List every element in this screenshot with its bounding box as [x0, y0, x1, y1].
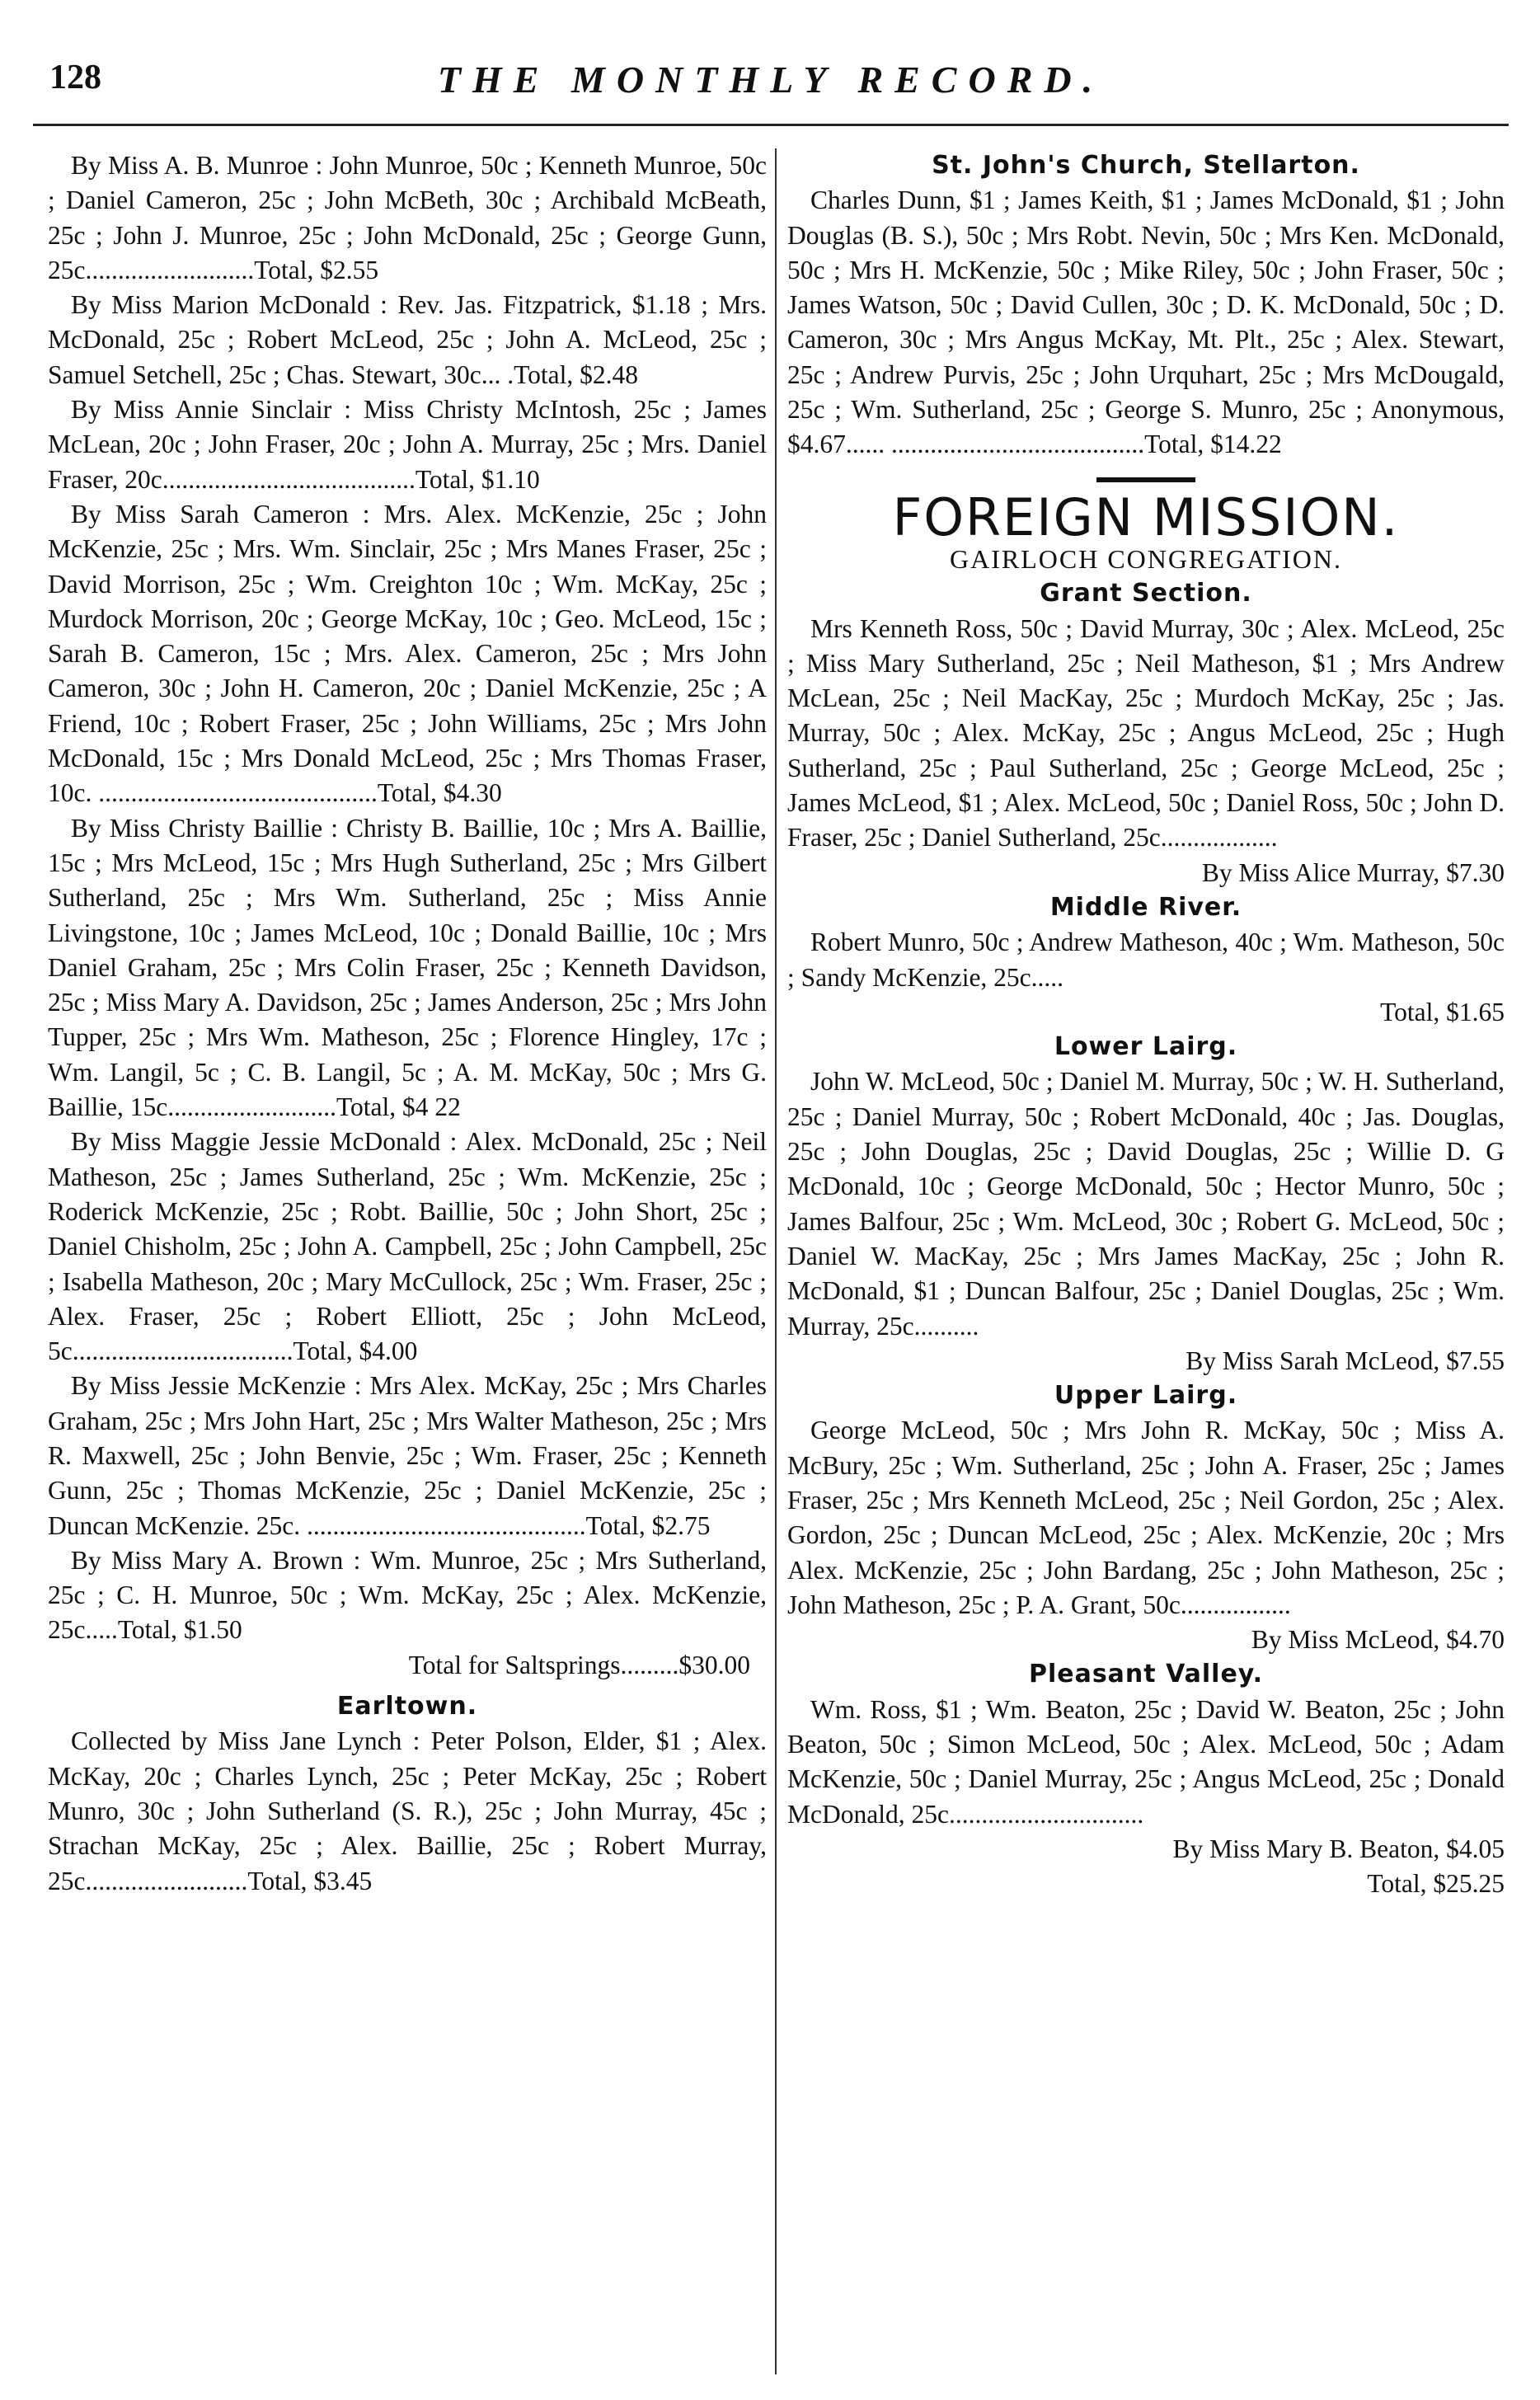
list-paragraph: By Miss A. B. Munroe : John Munroe, 50c ; Kenneth Munroe, 50c ; Daniel Cameron, 25c ; John McBeth, 30c ; Archibald McBeath, 25c ; John J. Munroe, 25c ; John McDonald, 25c ; George Gunn, 25c..........................Total, $2.55 — [48, 151, 767, 284]
lower-heading: Lower Lairg. — [1054, 1032, 1238, 1062]
pleasant-by: By Miss Mary B. Beaton, $4.05 — [1172, 1834, 1505, 1863]
list-paragraph: By Miss Annie Sinclair : Miss Christy McIntosh, 25c ; James McLean, 20c ; John Fraser, 20c ; John A. Murray, 25c ; Mrs. Daniel Fraser, 20c.......................................Total, $1.10 — [48, 395, 767, 494]
upper-text: George McLeod, 50c ; Mrs John R. McKay, 50c ; Miss A. McBury, 25c ; Wm. Sutherland, 25c ; John A. Fraser, 25c ; James Fraser, 25c ; Mrs Kenneth McLeod, 25c ; Neil Gordon, 25c ; Alex. Gordon, 25c ; Duncan McLeod, 25c ; Alex. McKenzie, 20c ; Mrs Alex. McKenzie, 25c ; John Bardang, 25c ; John Matheson, 25c ; John Matheson, 25c ; P. A. Grant, 50c................. — [787, 1416, 1505, 1619]
page-number: 128 — [49, 59, 101, 96]
lower-total: By Miss Sarah McLeod, $7.55 — [1186, 1346, 1505, 1375]
list-paragraph: By Miss Christy Baillie : Christy B. Baillie, 10c ; Mrs A. Baillie, 15c ; Mrs McLeod, 15c ; Mrs Hugh Sutherland, 25c ; Mrs Gilbert Sutherland, 25c ; Mrs Wm. Sutherland, 25c ; Miss Annie Livingstone, 10c ; James McLeod, 10c ; Donald Baillie, 10c ; Mrs Daniel Graham, 25c ; Mrs Colin Fraser, 25c ; Kenneth Davidson, 25c ; Miss Mary A. Davidson, 25c ; James Anderson, 25c ; Mrs John Tupper, 25c ; Mrs Wm. Matheson, 25c ; Florence Hingley, 17c ; Wm. Langil, 5c ; C. B. Langil, 5c ; A. M. McKay, 50c ; Mrs G. Baillie, 15c..........................Total, $4 22 — [48, 813, 767, 1122]
foreign-mission-title: FOREIGN MISSION. — [892, 486, 1400, 547]
column-divider — [775, 148, 777, 2374]
earltown-heading: Earltown. — [336, 1692, 478, 1721]
pleasant-heading: Pleasant Valley. — [1028, 1660, 1264, 1689]
list-paragraph: By Miss Maggie Jessie McDonald : Alex. McDonald, 25c ; Neil Matheson, 25c ; James Sutherland, 25c ; Wm. McKenzie, 25c ; Roderick McKenzie, 25c ; Robt. Baillie, 50c ; John Short, 25c ; Daniel Chisholm, 25c ; John A. Campbell, 25c ; John Campbell, 25c ; Isabella Matheson, 20c ; Mary McCullock, 25c ; Wm. Fraser, 25c ; Alex. Fraser, 25c ; Robert Elliott, 25c ; John McLeod, 5c..................................Total, $4.00 — [48, 1127, 767, 1366]
section-rule — [1096, 477, 1195, 482]
list-paragraph: By Miss Marion McDonald : Rev. Jas. Fitzpatrick, $1.18 ; Mrs. McDonald, 25c ; Robert McLeod, 25c ; John A. McLeod, 25c ; Samuel Setchell, 25c ; Chas. Stewart, 30c... .Total, $2.48 — [48, 290, 767, 389]
earltown-text: Collected by Miss Jane Lynch : Peter Polson, Elder, $1 ; Alex. McKay, 20c ; Charles Lynch, 25c ; Peter McKay, 25c ; Robert Munro, 30c ; John Sutherland (S. R.), 25c ; John Murray, 45c ; Strachan McKay, 25c ; Alex. Baillie, 25c ; Robert Murray, 25c.........................Total, $3.45 — [48, 1726, 767, 1895]
stjohns-heading: St. John's Church, Stellarton. — [932, 151, 1360, 180]
pleasant-text: Wm. Ross, $1 ; Wm. Beaton, 25c ; David W. Beaton, 25c ; John Beaton, 50c ; Simon McLeod, 50c ; Alex. McLeod, 50c ; Adam McKenzie, 50c ; Daniel Murray, 25c ; Angus McLeod, 25c ; Donald McDonald, 25c.............................. — [787, 1694, 1505, 1829]
header-rule — [33, 124, 1509, 126]
stjohns-text: Charles Dunn, $1 ; James Keith, $1 ; James McDonald, $1 ; John Douglas (B. S.), 50c ; Mrs Robt. Nevin, 50c ; Mrs Ken. McDonald, 50c ; Mrs H. McKenzie, 50c ; Mike Riley, 50c ; John Fraser, 50c ; James Watson, 50c ; David Cullen, 30c ; D. K. McDonald, 50c ; D. Cameron, 30c ; Mrs Angus McKay, Mt. Plt., 25c ; Alex. Stewart, 25c ; Andrew Purvis, 25c ; John Urquhart, 25c ; Mrs McDougald, 25c ; Wm. Sutherland, 25c ; George S. Munro, 25c ; Anonymous, $4.67...... .......................................Total, $14.22 — [787, 186, 1505, 459]
left-column — [48, 148, 767, 1899]
saltsprings-total: Total for Saltsprings.........$30.00 — [408, 1650, 750, 1679]
page-header — [33, 58, 1509, 124]
middle-total: Total, $1.65 — [1380, 997, 1505, 1026]
grant-total: By Miss Alice Murray, $7.30 — [1201, 857, 1505, 887]
lower-text: John W. McLeod, 50c ; Daniel M. Murray, 50c ; W. H. Sutherland, 25c ; Daniel Murray, 50c ; Robert McDonald, 40c ; Jas. Douglas, 25c ; John Douglas, 25c ; David Douglas, 25c ; Willie D. G McDonald, 10c ; George McDonald, 50c ; Hector Munro, 50c ; James Balfour, 25c ; Wm. McLeod, 30c ; Robert G. McLeod, 50c ; Daniel W. MacKay, 25c ; Mrs James MacKay, 25c ; John R. McDonald, $1 ; Duncan Balfour, 25c ; Daniel Douglas, 25c ; Wm. Murray, 25c.......... — [787, 1067, 1505, 1341]
right-column — [787, 148, 1505, 1902]
congregation-heading: GAIRLOCH CONGREGATION. — [950, 543, 1342, 574]
grant-heading: Grant Section. — [1040, 579, 1252, 608]
running-title: THE MONTHLY RECORD. — [437, 59, 1105, 101]
upper-heading: Upper Lairg. — [1054, 1381, 1238, 1411]
middle-text: Robert Munro, 50c ; Andrew Matheson, 40c ; Wm. Matheson, 50c ; Sandy McKenzie, 25c..... — [787, 928, 1505, 992]
grant-text: Mrs Kenneth Ross, 50c ; David Murray, 30c ; Alex. McLeod, 25c ; Miss Mary Sutherland, 25c ; Neil Matheson, $1 ; Mrs Andrew McLean, 25c ; Neil MacKay, 25c ; Murdoch McKay, 25c ; Jas. Murray, 50c ; Alex. McKay, 25c ; Angus McLeod, 25c ; Hugh Sutherland, 25c ; Paul Sutherland, 25c ; George McLeod, 25c ; James McLeod, $1 ; Alex. McLeod, 50c ; Daniel Ross, 50c ; John D. Fraser, 25c ; Daniel Sutherland, 25c.................. — [787, 613, 1505, 852]
list-paragraph: By Miss Sarah Cameron : Mrs. Alex. McKenzie, 25c ; John McKenzie, 25c ; Mrs. Wm. Sinclair, 25c ; Mrs Manes Fraser, 25c ; David Morrison, 25c ; Wm. Creighton 10c ; Wm. McKay, 25c ; Murdock Morrison, 20c ; George McKay, 10c ; Geo. McLeod, 15c ; Sarah B. Cameron, 15c ; Mrs. Alex. Cameron, 25c ; Mrs John Cameron, 30c ; John H. Cameron, 20c ; Daniel McKenzie, 25c ; A Friend, 10c ; Robert Fraser, 25c ; John Williams, 25c ; Mrs John McDonald, 15c ; Mrs Donald McLeod, 25c ; Mrs Thomas Fraser, 10c. ...........................................Total, $4.30 — [48, 499, 767, 808]
middle-heading: Middle River. — [1049, 892, 1242, 922]
list-paragraph: By Miss Mary A. Brown : Wm. Munroe, 25c ; Mrs Sutherland, 25c ; C. H. Munroe, 50c ; Wm. McKay, 25c ; Alex. McKenzie, 25c.....Total, $1.50 — [48, 1545, 767, 1645]
pleasant-total: Total, $25.25 — [1367, 1869, 1505, 1899]
upper-total: By Miss McLeod, $4.70 — [1251, 1625, 1505, 1655]
list-paragraph: By Miss Jessie McKenzie : Mrs Alex. McKay, 25c ; Mrs Charles Graham, 25c ; Mrs John Hart, 25c ; Mrs Walter Matheson, 25c ; Mrs R. Maxwell, 25c ; John Benvie, 25c ; Wm. Fraser, 25c ; Kenneth Gunn, 25c ; Thomas McKenzie, 25c ; Daniel McKenzie, 25c ; Duncan McKenzie. 25c. ...........................................Total, $2.75 — [48, 1371, 767, 1540]
